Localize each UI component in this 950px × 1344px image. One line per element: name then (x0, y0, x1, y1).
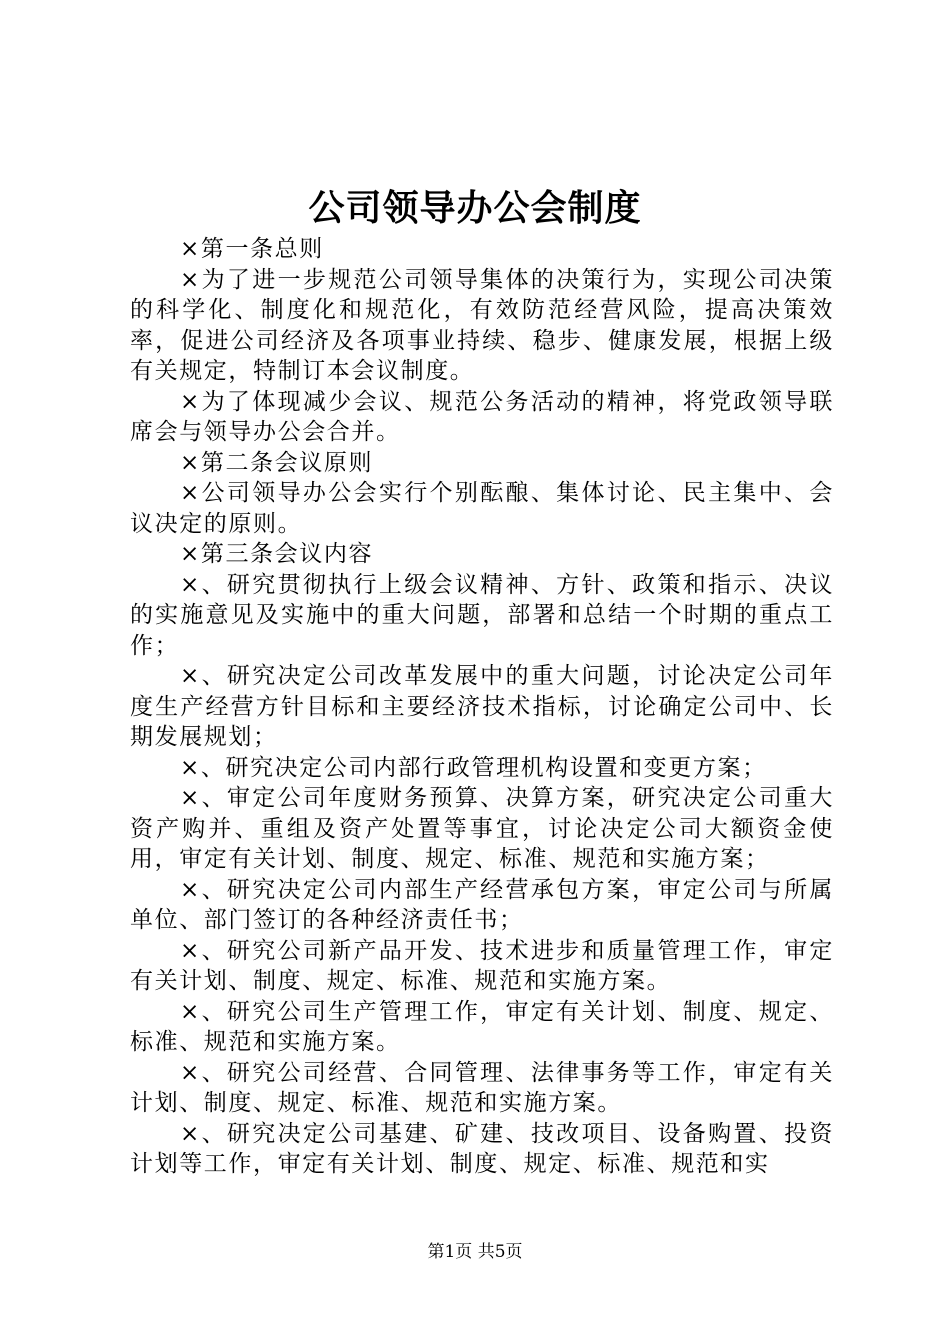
section-heading-general: ×第一条总则 (180, 236, 324, 262)
list-item: ×、研究决定公司内部行政管理机构设置和变更方案； (180, 754, 767, 781)
list-item: ×、研究贯彻执行上级会议精神、方针、政策和指示、决议的实施意见及实施中的重大问题，部署和总结一个时期的重点工作； (130, 571, 834, 659)
document-title: 公司领导办公会制度 (308, 188, 642, 229)
list-item: ×、研究决定公司内部生产经营承包方案，审定公司与所属单位、部门签订的各种经济责任书； (130, 876, 834, 933)
list-item: ×、研究公司经营、合同管理、法律事务等工作，审定有关计划、制度、规定、标准、规范和实施方案。 (130, 1059, 834, 1116)
list-item: ×、审定公司年度财务预算、决算方案，研究决定公司重大资产购并、重组及资产处置等事宜，讨论决定公司大额资金使用，审定有关计划、制度、规定、标准、规范和实施方案； (130, 785, 834, 872)
paragraph: ×公司领导办公会实行个别酝酿、集体讨论、民主集中、会议决定的原则。 (130, 480, 834, 537)
list-item: ×、研究公司新产品开发、技术进步和质量管理工作，审定有关计划、制度、规定、标准、规范和实施方案。 (130, 937, 834, 994)
paragraph: ×为了进一步规范公司领导集体的决策行为，实现公司决策的科学化、制度化和规范化，有效防范经营风险，提高决策效率，促进公司经济及各项事业持续、稳步、健康发展，根据上级有关规定，特制订本会议制度。 (130, 266, 834, 384)
section-heading-content: ×第三条会议内容 (180, 541, 374, 567)
paragraph: ×为了体现减少会议、规范公务活动的精神，将党政领导联席会与领导办公会合并。 (130, 388, 834, 445)
section-heading-principles: ×第二条会议原则 (180, 449, 374, 476)
page-number-footer: 第1页 共5页 (427, 1242, 523, 1262)
list-item: ×、研究公司生产管理工作，审定有关计划、制度、规定、标准、规范和实施方案。 (130, 998, 834, 1055)
list-item: ×、研究决定公司基建、矿建、技改项目、设备购置、投资计划等工作，审定有关计划、制度、规定、标准、规范和实 (130, 1120, 834, 1177)
document-body (130, 234, 834, 1180)
list-item: ×、研究决定公司改革发展中的重大问题，讨论决定公司年度生产经营方针目标和主要经济技术指标，讨论确定公司中、长期发展规划； (130, 663, 834, 750)
